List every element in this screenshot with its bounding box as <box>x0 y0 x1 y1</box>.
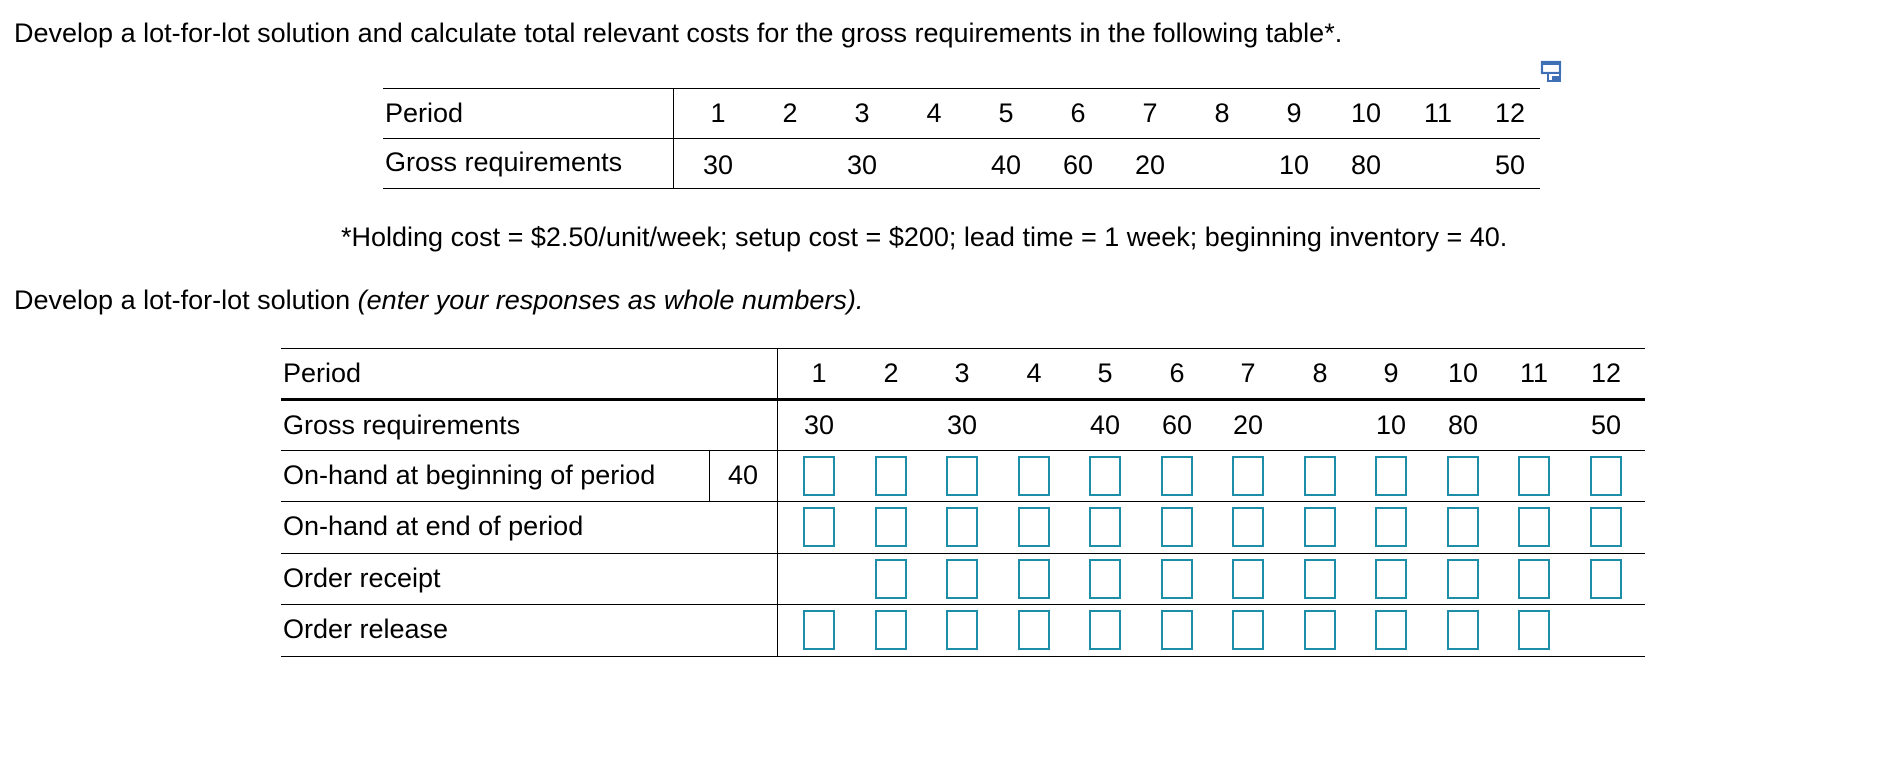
onhand-end-input-3[interactable] <box>946 507 978 547</box>
given-period-9: 9 <box>1286 98 1302 128</box>
given-gross-9: 10 <box>1278 150 1310 180</box>
order-receipt-input-10[interactable] <box>1447 559 1479 599</box>
question-text: Develop a lot-for-lot solution and calculate total relevant costs for the gross requirements in the following table*. <box>14 18 1343 48</box>
given-gross-6: 60 <box>1062 150 1094 180</box>
order-receipt-input-4[interactable] <box>1018 559 1050 599</box>
given-gross-10: 80 <box>1350 150 1382 180</box>
given-period-label: Period <box>385 98 464 128</box>
gross-req-10: 80 <box>1447 410 1479 440</box>
given-period-11: 11 <box>1423 98 1453 128</box>
order-receipt-input-12[interactable] <box>1590 559 1622 599</box>
period-header-1: 1 <box>811 358 827 388</box>
row-label-onhand-end: On-hand at end of period <box>283 511 584 541</box>
onhand-end-input-4[interactable] <box>1018 507 1050 547</box>
onhand-begin-input-8[interactable] <box>1304 456 1336 496</box>
given-gross-label: Gross requirements <box>385 147 623 177</box>
period-header-9: 9 <box>1383 358 1399 388</box>
onhand-begin-input-2[interactable] <box>875 456 907 496</box>
onhand-begin-input-5[interactable] <box>1089 456 1121 496</box>
onhand-begin-input-6[interactable] <box>1161 456 1193 496</box>
order-release-input-10[interactable] <box>1447 610 1479 650</box>
onhand-begin-input-10[interactable] <box>1447 456 1479 496</box>
gross-req-6: 60 <box>1161 410 1193 440</box>
given-gross-5: 40 <box>990 150 1022 180</box>
cost-footnote: *Holding cost = $2.50/unit/week; setup cost = $200; lead time = 1 week; beginning inventory = 40. <box>341 222 1508 252</box>
onhand-begin-input-4[interactable] <box>1018 456 1050 496</box>
onhand-end-input-2[interactable] <box>875 507 907 547</box>
order-release-input-11[interactable] <box>1518 610 1550 650</box>
row-label-order-receipt: Order receipt <box>283 563 441 593</box>
row-label-period: Period <box>283 358 362 388</box>
instruction-hint: (enter your responses as whole numbers). <box>357 285 864 315</box>
instruction-main: Develop a lot-for-lot solution <box>14 285 358 315</box>
order-release-input-2[interactable] <box>875 610 907 650</box>
order-receipt-input-2[interactable] <box>875 559 907 599</box>
period-header-12: 12 <box>1590 358 1622 388</box>
order-release-input-3[interactable] <box>946 610 978 650</box>
given-gross-1: 30 <box>702 150 734 180</box>
order-receipt-input-7[interactable] <box>1232 559 1264 599</box>
given-period-2: 2 <box>782 98 798 128</box>
row-label-gross: Gross requirements <box>283 410 521 440</box>
onhand-end-input-6[interactable] <box>1161 507 1193 547</box>
given-period-8: 8 <box>1214 98 1230 128</box>
onhand-begin-input-11[interactable] <box>1518 456 1550 496</box>
onhand-end-input-7[interactable] <box>1232 507 1264 547</box>
order-release-input-9[interactable] <box>1375 610 1407 650</box>
order-receipt-input-11[interactable] <box>1518 559 1550 599</box>
onhand-begin-input-9[interactable] <box>1375 456 1407 496</box>
given-period-3: 3 <box>854 98 870 128</box>
order-receipt-input-8[interactable] <box>1304 559 1336 599</box>
period-header-8: 8 <box>1312 358 1328 388</box>
period-header-11: 11 <box>1519 358 1549 388</box>
onhand-end-input-11[interactable] <box>1518 507 1550 547</box>
given-gross-3: 30 <box>846 150 878 180</box>
initial-on-hand-value: 40 <box>727 460 759 490</box>
gross-req-1: 30 <box>803 410 835 440</box>
period-header-2: 2 <box>883 358 899 388</box>
onhand-begin-input-12[interactable] <box>1590 456 1622 496</box>
given-period-4: 4 <box>926 98 942 128</box>
row-label-order-release: Order release <box>283 614 449 644</box>
given-gross-7: 20 <box>1134 150 1166 180</box>
onhand-begin-input-7[interactable] <box>1232 456 1264 496</box>
given-period-10: 10 <box>1350 98 1382 128</box>
onhand-end-input-5[interactable] <box>1089 507 1121 547</box>
period-header-3: 3 <box>954 358 970 388</box>
order-receipt-input-3[interactable] <box>946 559 978 599</box>
onhand-begin-input-1[interactable] <box>803 456 835 496</box>
given-period-5: 5 <box>998 98 1014 128</box>
gross-req-12: 50 <box>1590 410 1622 440</box>
order-release-input-6[interactable] <box>1161 610 1193 650</box>
given-period-7: 7 <box>1142 98 1158 128</box>
given-gross-12: 50 <box>1494 150 1526 180</box>
given-period-1: 1 <box>710 98 726 128</box>
period-header-4: 4 <box>1026 358 1042 388</box>
instruction <box>14 284 863 316</box>
row-label-onhand-begin: On-hand at beginning of period <box>283 460 656 490</box>
order-receipt-input-9[interactable] <box>1375 559 1407 599</box>
gross-req-7: 20 <box>1232 410 1264 440</box>
order-release-input-1[interactable] <box>803 610 835 650</box>
period-header-7: 7 <box>1240 358 1256 388</box>
order-release-input-7[interactable] <box>1232 610 1264 650</box>
gross-req-3: 30 <box>946 410 978 440</box>
onhand-end-input-1[interactable] <box>803 507 835 547</box>
order-release-input-4[interactable] <box>1018 610 1050 650</box>
copy-table-icon[interactable] <box>1540 58 1566 84</box>
given-period-6: 6 <box>1070 98 1086 128</box>
gross-req-9: 10 <box>1375 410 1407 440</box>
order-receipt-input-6[interactable] <box>1161 559 1193 599</box>
order-release-input-8[interactable] <box>1304 610 1336 650</box>
onhand-end-input-9[interactable] <box>1375 507 1407 547</box>
period-header-6: 6 <box>1169 358 1185 388</box>
onhand-end-input-8[interactable] <box>1304 507 1336 547</box>
period-header-10: 10 <box>1447 358 1479 388</box>
onhand-end-input-12[interactable] <box>1590 507 1622 547</box>
period-header-5: 5 <box>1097 358 1113 388</box>
gross-req-5: 40 <box>1089 410 1121 440</box>
order-release-input-5[interactable] <box>1089 610 1121 650</box>
onhand-begin-input-3[interactable] <box>946 456 978 496</box>
onhand-end-input-10[interactable] <box>1447 507 1479 547</box>
given-period-12: 12 <box>1494 98 1526 128</box>
order-receipt-input-5[interactable] <box>1089 559 1121 599</box>
